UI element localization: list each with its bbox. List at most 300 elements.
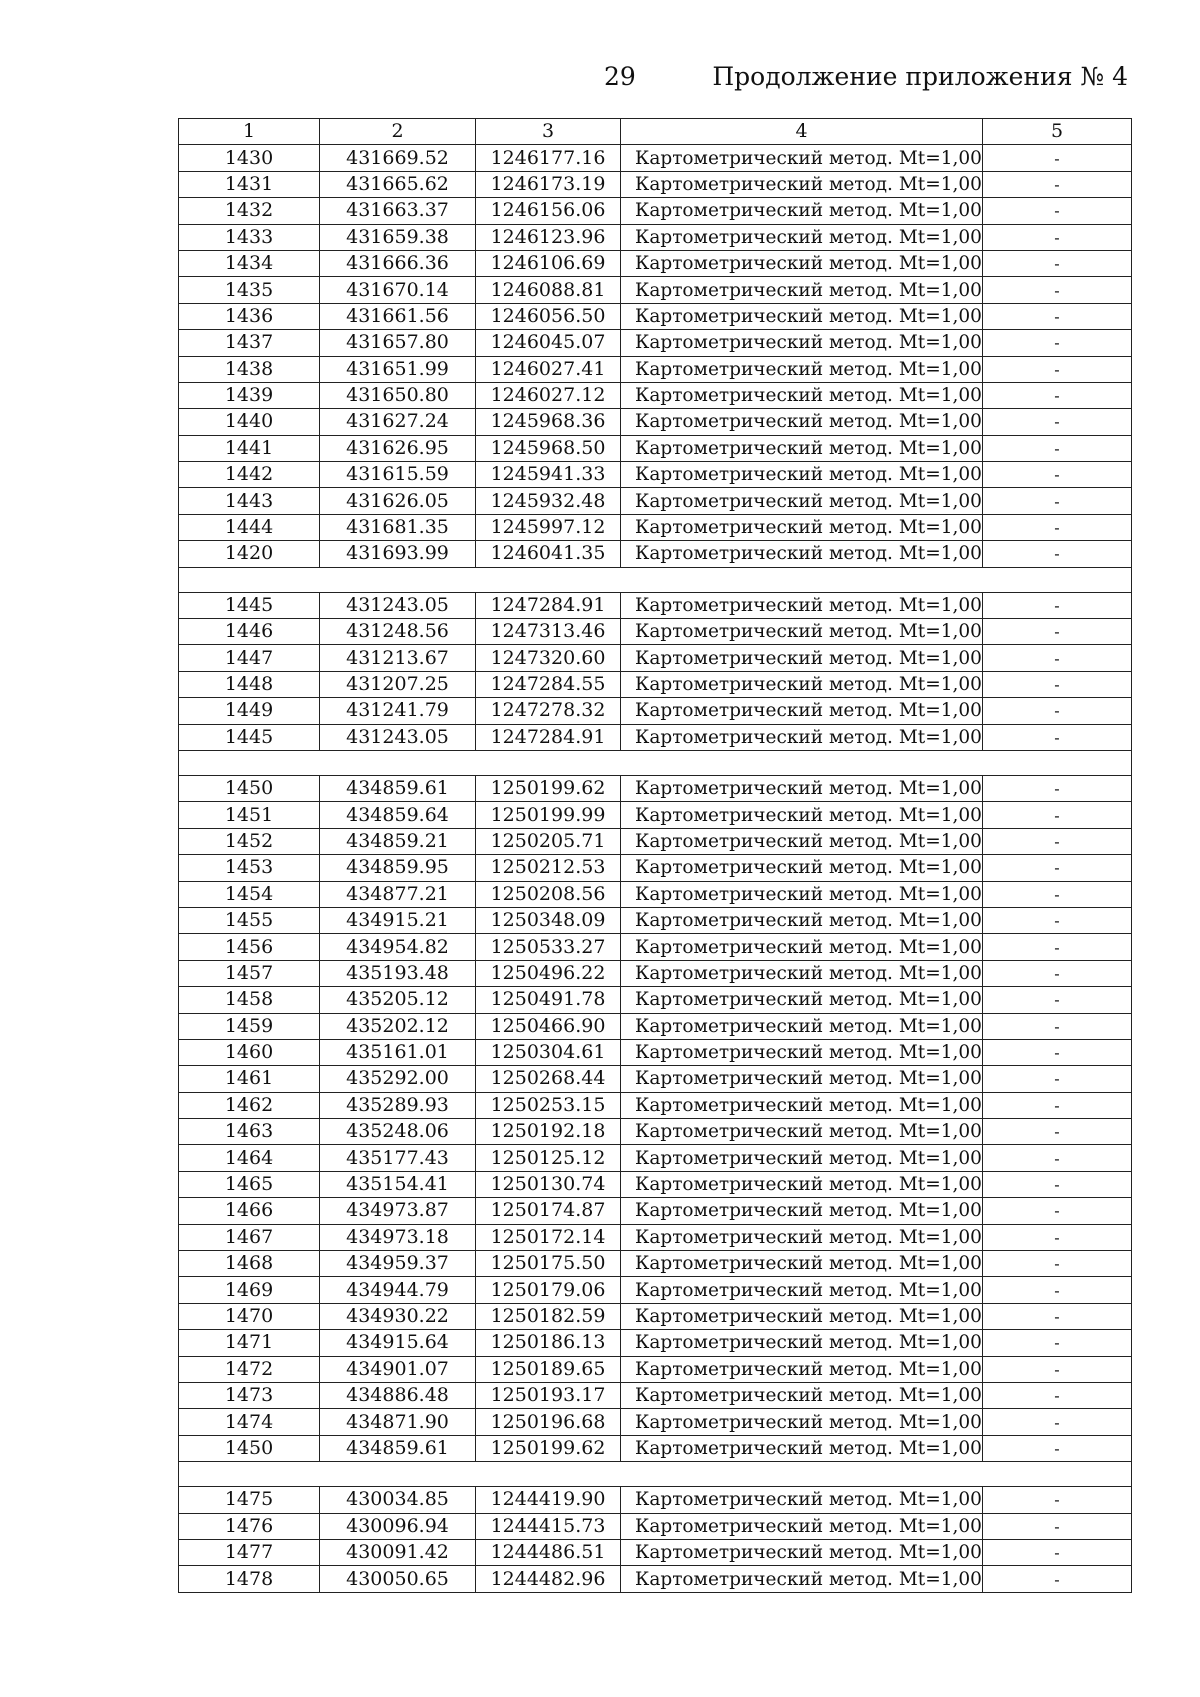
table-row: [179, 1382, 1132, 1408]
table-row: [179, 198, 1132, 224]
note-cell: -: [983, 330, 1132, 356]
method-cell: Картометрический метод. Mt=1,00: [621, 881, 983, 907]
table-row: [179, 1066, 1132, 1092]
point-number-cell: 1442: [179, 462, 320, 488]
method-cell: Картометрический метод. Mt=1,00: [621, 382, 983, 408]
method-cell: Картометрический метод. Mt=1,00: [621, 1066, 983, 1092]
table-row: [179, 224, 1132, 250]
x-coordinate-cell: 434859.61: [320, 775, 476, 801]
table-row: [179, 1303, 1132, 1329]
note-cell: -: [983, 645, 1132, 671]
table-row: [179, 1356, 1132, 1382]
method-cell: Картометрический метод. Mt=1,00: [621, 934, 983, 960]
table-row: [179, 619, 1132, 645]
block-separator-cell: [179, 567, 1132, 592]
note-cell: -: [983, 382, 1132, 408]
method-cell: Картометрический метод. Mt=1,00: [621, 514, 983, 540]
table-row: [179, 1566, 1132, 1592]
method-cell: Картометрический метод. Mt=1,00: [621, 356, 983, 382]
table-row: [179, 1539, 1132, 1565]
note-cell: -: [983, 277, 1132, 303]
y-coordinate-cell: 1246123.96: [476, 224, 621, 250]
method-cell: Картометрический метод. Mt=1,00: [621, 592, 983, 618]
note-cell: -: [983, 1566, 1132, 1592]
point-number-cell: 1469: [179, 1277, 320, 1303]
x-coordinate-cell: 435161.01: [320, 1039, 476, 1065]
table-row: [179, 775, 1132, 801]
column-header: 1: [179, 119, 320, 145]
method-cell: Картометрический метод. Mt=1,00: [621, 277, 983, 303]
column-header: 2: [320, 119, 476, 145]
x-coordinate-cell: 434859.64: [320, 802, 476, 828]
x-coordinate-cell: 430050.65: [320, 1566, 476, 1592]
note-cell: -: [983, 1539, 1132, 1565]
block-separator-row: [179, 1462, 1132, 1487]
note-cell: -: [983, 1409, 1132, 1435]
note-cell: -: [983, 1066, 1132, 1092]
note-cell: -: [983, 1224, 1132, 1250]
y-coordinate-cell: 1250189.65: [476, 1356, 621, 1382]
table-row: [179, 1198, 1132, 1224]
point-number-cell: 1471: [179, 1330, 320, 1356]
annex-title: Продолжение приложения № 4: [712, 62, 1128, 91]
y-coordinate-cell: 1250466.90: [476, 1013, 621, 1039]
method-cell: Картометрический метод. Mt=1,00: [621, 775, 983, 801]
table-row: [179, 881, 1132, 907]
x-coordinate-cell: 434973.18: [320, 1224, 476, 1250]
x-coordinate-cell: 434954.82: [320, 934, 476, 960]
method-cell: Картометрический метод. Mt=1,00: [621, 960, 983, 986]
x-coordinate-cell: 434959.37: [320, 1251, 476, 1277]
block-separator-cell: [179, 1462, 1132, 1487]
table-row: [179, 1513, 1132, 1539]
table-row: [179, 1013, 1132, 1039]
method-cell: Картометрический метод. Mt=1,00: [621, 987, 983, 1013]
table-row: [179, 435, 1132, 461]
table-row: [179, 855, 1132, 881]
y-coordinate-cell: 1250205.71: [476, 828, 621, 854]
x-coordinate-cell: 435248.06: [320, 1119, 476, 1145]
y-coordinate-cell: 1250175.50: [476, 1251, 621, 1277]
method-cell: Картометрический метод. Mt=1,00: [621, 1435, 983, 1461]
point-number-cell: 1464: [179, 1145, 320, 1171]
table-row: [179, 488, 1132, 514]
note-cell: -: [983, 303, 1132, 329]
method-cell: Картометрический метод. Mt=1,00: [621, 1251, 983, 1277]
note-cell: -: [983, 1277, 1132, 1303]
note-cell: -: [983, 541, 1132, 567]
method-cell: Картометрический метод. Mt=1,00: [621, 724, 983, 750]
method-cell: Картометрический метод. Mt=1,00: [621, 1092, 983, 1118]
x-coordinate-cell: 431626.05: [320, 488, 476, 514]
point-number-cell: 1444: [179, 514, 320, 540]
point-number-cell: 1477: [179, 1539, 320, 1565]
column-header: 4: [621, 119, 983, 145]
y-coordinate-cell: 1250208.56: [476, 881, 621, 907]
x-coordinate-cell: 431243.05: [320, 724, 476, 750]
method-cell: Картометрический метод. Mt=1,00: [621, 250, 983, 276]
table-row: [179, 356, 1132, 382]
x-coordinate-cell: 435202.12: [320, 1013, 476, 1039]
x-coordinate-cell: 431669.52: [320, 145, 476, 171]
point-number-cell: 1455: [179, 907, 320, 933]
y-coordinate-cell: 1247313.46: [476, 619, 621, 645]
y-coordinate-cell: 1247284.91: [476, 592, 621, 618]
note-cell: -: [983, 198, 1132, 224]
note-cell: -: [983, 1435, 1132, 1461]
table-row: [179, 514, 1132, 540]
x-coordinate-cell: 435193.48: [320, 960, 476, 986]
method-cell: Картометрический метод. Mt=1,00: [621, 1330, 983, 1356]
table-row: [179, 1092, 1132, 1118]
point-number-cell: 1468: [179, 1251, 320, 1277]
point-number-cell: 1449: [179, 698, 320, 724]
method-cell: Картометрический метод. Mt=1,00: [621, 1409, 983, 1435]
point-number-cell: 1439: [179, 382, 320, 408]
point-number-cell: 1460: [179, 1039, 320, 1065]
method-cell: Картометрический метод. Mt=1,00: [621, 488, 983, 514]
note-cell: -: [983, 171, 1132, 197]
table-header-row: [179, 119, 1132, 145]
x-coordinate-cell: 434915.21: [320, 907, 476, 933]
point-number-cell: 1459: [179, 1013, 320, 1039]
x-coordinate-cell: 435292.00: [320, 1066, 476, 1092]
note-cell: -: [983, 724, 1132, 750]
point-number-cell: 1475: [179, 1487, 320, 1513]
table-row: [179, 1487, 1132, 1513]
point-number-cell: 1452: [179, 828, 320, 854]
method-cell: Картометрический метод. Mt=1,00: [621, 224, 983, 250]
y-coordinate-cell: 1250130.74: [476, 1171, 621, 1197]
x-coordinate-cell: 434871.90: [320, 1409, 476, 1435]
point-number-cell: 1476: [179, 1513, 320, 1539]
note-cell: -: [983, 356, 1132, 382]
x-coordinate-cell: 431243.05: [320, 592, 476, 618]
x-coordinate-cell: 431681.35: [320, 514, 476, 540]
note-cell: -: [983, 828, 1132, 854]
y-coordinate-cell: 1244415.73: [476, 1513, 621, 1539]
y-coordinate-cell: 1250533.27: [476, 934, 621, 960]
point-number-cell: 1474: [179, 1409, 320, 1435]
table-row: [179, 1039, 1132, 1065]
y-coordinate-cell: 1250172.14: [476, 1224, 621, 1250]
x-coordinate-cell: 431248.56: [320, 619, 476, 645]
method-cell: Картометрический метод. Mt=1,00: [621, 671, 983, 697]
note-cell: -: [983, 881, 1132, 907]
point-number-cell: 1451: [179, 802, 320, 828]
method-cell: Картометрический метод. Mt=1,00: [621, 145, 983, 171]
y-coordinate-cell: 1250212.53: [476, 855, 621, 881]
note-cell: -: [983, 409, 1132, 435]
table-row: [179, 1277, 1132, 1303]
point-number-cell: 1441: [179, 435, 320, 461]
point-number-cell: 1473: [179, 1382, 320, 1408]
point-number-cell: 1445: [179, 592, 320, 618]
method-cell: Картометрический метод. Mt=1,00: [621, 303, 983, 329]
method-cell: Картометрический метод. Mt=1,00: [621, 171, 983, 197]
point-number-cell: 1467: [179, 1224, 320, 1250]
x-coordinate-cell: 431650.80: [320, 382, 476, 408]
note-cell: -: [983, 1198, 1132, 1224]
note-cell: -: [983, 671, 1132, 697]
method-cell: Картометрический метод. Mt=1,00: [621, 1198, 983, 1224]
table-row: [179, 145, 1132, 171]
point-number-cell: 1440: [179, 409, 320, 435]
method-cell: Картометрический метод. Mt=1,00: [621, 1224, 983, 1250]
point-number-cell: 1448: [179, 671, 320, 697]
x-coordinate-cell: 431693.99: [320, 541, 476, 567]
method-cell: Картометрический метод. Mt=1,00: [621, 1277, 983, 1303]
point-number-cell: 1456: [179, 934, 320, 960]
x-coordinate-cell: 434915.64: [320, 1330, 476, 1356]
table-row: [179, 462, 1132, 488]
table-row: [179, 1330, 1132, 1356]
method-cell: Картометрический метод. Mt=1,00: [621, 1303, 983, 1329]
point-number-cell: 1434: [179, 250, 320, 276]
method-cell: Картометрический метод. Mt=1,00: [621, 1566, 983, 1592]
method-cell: Картометрический метод. Mt=1,00: [621, 330, 983, 356]
y-coordinate-cell: 1250253.15: [476, 1092, 621, 1118]
table-row: [179, 1409, 1132, 1435]
table-row: [179, 277, 1132, 303]
column-header: 5: [983, 119, 1132, 145]
y-coordinate-cell: 1245968.36: [476, 409, 621, 435]
note-cell: -: [983, 1013, 1132, 1039]
point-number-cell: 1458: [179, 987, 320, 1013]
point-number-cell: 1433: [179, 224, 320, 250]
y-coordinate-cell: 1246027.41: [476, 356, 621, 382]
y-coordinate-cell: 1246088.81: [476, 277, 621, 303]
table-row: [179, 934, 1132, 960]
point-number-cell: 1450: [179, 1435, 320, 1461]
y-coordinate-cell: 1247284.91: [476, 724, 621, 750]
table-row: [179, 828, 1132, 854]
table-row: [179, 303, 1132, 329]
coordinates-table: [178, 118, 1132, 1593]
note-cell: -: [983, 1303, 1132, 1329]
table-body: [179, 145, 1132, 1592]
y-coordinate-cell: 1250186.13: [476, 1330, 621, 1356]
method-cell: Картометрический метод. Mt=1,00: [621, 698, 983, 724]
x-coordinate-cell: 435154.41: [320, 1171, 476, 1197]
x-coordinate-cell: 431659.38: [320, 224, 476, 250]
column-header: 3: [476, 119, 621, 145]
point-number-cell: 1443: [179, 488, 320, 514]
point-number-cell: 1445: [179, 724, 320, 750]
table-row: [179, 592, 1132, 618]
y-coordinate-cell: 1250491.78: [476, 987, 621, 1013]
y-coordinate-cell: 1250125.12: [476, 1145, 621, 1171]
note-cell: -: [983, 514, 1132, 540]
y-coordinate-cell: 1250268.44: [476, 1066, 621, 1092]
x-coordinate-cell: 431670.14: [320, 277, 476, 303]
x-coordinate-cell: 434859.61: [320, 1435, 476, 1461]
method-cell: Картометрический метод. Mt=1,00: [621, 802, 983, 828]
note-cell: -: [983, 435, 1132, 461]
table-row: [179, 171, 1132, 197]
point-number-cell: 1461: [179, 1066, 320, 1092]
y-coordinate-cell: 1245932.48: [476, 488, 621, 514]
y-coordinate-cell: 1244419.90: [476, 1487, 621, 1513]
table-row: [179, 960, 1132, 986]
point-number-cell: 1446: [179, 619, 320, 645]
y-coordinate-cell: 1246173.19: [476, 171, 621, 197]
y-coordinate-cell: 1244482.96: [476, 1566, 621, 1592]
table-row: [179, 671, 1132, 697]
note-cell: -: [983, 1251, 1132, 1277]
table-row: [179, 1251, 1132, 1277]
method-cell: Картометрический метод. Mt=1,00: [621, 409, 983, 435]
page-number: 29: [604, 62, 636, 91]
x-coordinate-cell: 431626.95: [320, 435, 476, 461]
point-number-cell: 1478: [179, 1566, 320, 1592]
x-coordinate-cell: 434859.95: [320, 855, 476, 881]
x-coordinate-cell: 431213.67: [320, 645, 476, 671]
method-cell: Картометрический метод. Mt=1,00: [621, 907, 983, 933]
y-coordinate-cell: 1250304.61: [476, 1039, 621, 1065]
method-cell: Картометрический метод. Mt=1,00: [621, 462, 983, 488]
y-coordinate-cell: 1250199.62: [476, 1435, 621, 1461]
table-row: [179, 1171, 1132, 1197]
note-cell: -: [983, 1487, 1132, 1513]
y-coordinate-cell: 1245997.12: [476, 514, 621, 540]
table-row: [179, 1145, 1132, 1171]
x-coordinate-cell: 430034.85: [320, 1487, 476, 1513]
table-row: [179, 987, 1132, 1013]
point-number-cell: 1435: [179, 277, 320, 303]
y-coordinate-cell: 1244486.51: [476, 1539, 621, 1565]
note-cell: -: [983, 987, 1132, 1013]
method-cell: Картометрический метод. Mt=1,00: [621, 1513, 983, 1539]
note-cell: -: [983, 698, 1132, 724]
method-cell: Картометрический метод. Mt=1,00: [621, 1487, 983, 1513]
x-coordinate-cell: 434930.22: [320, 1303, 476, 1329]
y-coordinate-cell: 1245941.33: [476, 462, 621, 488]
x-coordinate-cell: 431627.24: [320, 409, 476, 435]
x-coordinate-cell: 434901.07: [320, 1356, 476, 1382]
method-cell: Картометрический метод. Mt=1,00: [621, 1039, 983, 1065]
x-coordinate-cell: 435289.93: [320, 1092, 476, 1118]
point-number-cell: 1453: [179, 855, 320, 881]
table-row: [179, 541, 1132, 567]
x-coordinate-cell: 434877.21: [320, 881, 476, 907]
x-coordinate-cell: 434973.87: [320, 1198, 476, 1224]
x-coordinate-cell: 434886.48: [320, 1382, 476, 1408]
note-cell: -: [983, 855, 1132, 881]
note-cell: -: [983, 1513, 1132, 1539]
method-cell: Картометрический метод. Mt=1,00: [621, 855, 983, 881]
y-coordinate-cell: 1250196.68: [476, 1409, 621, 1435]
note-cell: -: [983, 619, 1132, 645]
point-number-cell: 1430: [179, 145, 320, 171]
table-row: [179, 409, 1132, 435]
note-cell: -: [983, 145, 1132, 171]
y-coordinate-cell: 1246027.12: [476, 382, 621, 408]
y-coordinate-cell: 1247320.60: [476, 645, 621, 671]
table-row: [179, 1224, 1132, 1250]
table-row: [179, 1435, 1132, 1461]
y-coordinate-cell: 1246041.35: [476, 541, 621, 567]
page-header: [0, 62, 1200, 102]
y-coordinate-cell: 1250192.18: [476, 1119, 621, 1145]
point-number-cell: 1450: [179, 775, 320, 801]
note-cell: -: [983, 907, 1132, 933]
y-coordinate-cell: 1250193.17: [476, 1382, 621, 1408]
x-coordinate-cell: 431241.79: [320, 698, 476, 724]
y-coordinate-cell: 1246156.06: [476, 198, 621, 224]
y-coordinate-cell: 1246056.50: [476, 303, 621, 329]
x-coordinate-cell: 434859.21: [320, 828, 476, 854]
method-cell: Картометрический метод. Mt=1,00: [621, 1382, 983, 1408]
x-coordinate-cell: 431663.37: [320, 198, 476, 224]
note-cell: -: [983, 1330, 1132, 1356]
table-row: [179, 382, 1132, 408]
table-row: [179, 1119, 1132, 1145]
note-cell: -: [983, 1039, 1132, 1065]
method-cell: Картометрический метод. Mt=1,00: [621, 828, 983, 854]
method-cell: Картометрический метод. Mt=1,00: [621, 645, 983, 671]
point-number-cell: 1438: [179, 356, 320, 382]
note-cell: -: [983, 934, 1132, 960]
y-coordinate-cell: 1250182.59: [476, 1303, 621, 1329]
table-row: [179, 250, 1132, 276]
point-number-cell: 1462: [179, 1092, 320, 1118]
y-coordinate-cell: 1250348.09: [476, 907, 621, 933]
x-coordinate-cell: 431615.59: [320, 462, 476, 488]
y-coordinate-cell: 1246177.16: [476, 145, 621, 171]
x-coordinate-cell: 431665.62: [320, 171, 476, 197]
method-cell: Картометрический метод. Mt=1,00: [621, 198, 983, 224]
table-row: [179, 698, 1132, 724]
point-number-cell: 1470: [179, 1303, 320, 1329]
x-coordinate-cell: 430096.94: [320, 1513, 476, 1539]
note-cell: -: [983, 802, 1132, 828]
y-coordinate-cell: 1247278.32: [476, 698, 621, 724]
method-cell: Картометрический метод. Mt=1,00: [621, 1171, 983, 1197]
x-coordinate-cell: 430091.42: [320, 1539, 476, 1565]
x-coordinate-cell: 434944.79: [320, 1277, 476, 1303]
point-number-cell: 1472: [179, 1356, 320, 1382]
point-number-cell: 1466: [179, 1198, 320, 1224]
table-row: [179, 802, 1132, 828]
table-row: [179, 330, 1132, 356]
x-coordinate-cell: 431657.80: [320, 330, 476, 356]
point-number-cell: 1432: [179, 198, 320, 224]
point-number-cell: 1447: [179, 645, 320, 671]
note-cell: -: [983, 1092, 1132, 1118]
method-cell: Картометрический метод. Mt=1,00: [621, 1145, 983, 1171]
y-coordinate-cell: 1245968.50: [476, 435, 621, 461]
note-cell: -: [983, 1171, 1132, 1197]
x-coordinate-cell: 435205.12: [320, 987, 476, 1013]
method-cell: Картометрический метод. Mt=1,00: [621, 1119, 983, 1145]
note-cell: -: [983, 592, 1132, 618]
y-coordinate-cell: 1247284.55: [476, 671, 621, 697]
point-number-cell: 1420: [179, 541, 320, 567]
note-cell: -: [983, 775, 1132, 801]
note-cell: -: [983, 1145, 1132, 1171]
table-row: [179, 645, 1132, 671]
method-cell: Картометрический метод. Mt=1,00: [621, 1013, 983, 1039]
note-cell: -: [983, 488, 1132, 514]
note-cell: -: [983, 1382, 1132, 1408]
point-number-cell: 1457: [179, 960, 320, 986]
y-coordinate-cell: 1250179.06: [476, 1277, 621, 1303]
point-number-cell: 1437: [179, 330, 320, 356]
y-coordinate-cell: 1250199.62: [476, 775, 621, 801]
y-coordinate-cell: 1250174.87: [476, 1198, 621, 1224]
y-coordinate-cell: 1250199.99: [476, 802, 621, 828]
